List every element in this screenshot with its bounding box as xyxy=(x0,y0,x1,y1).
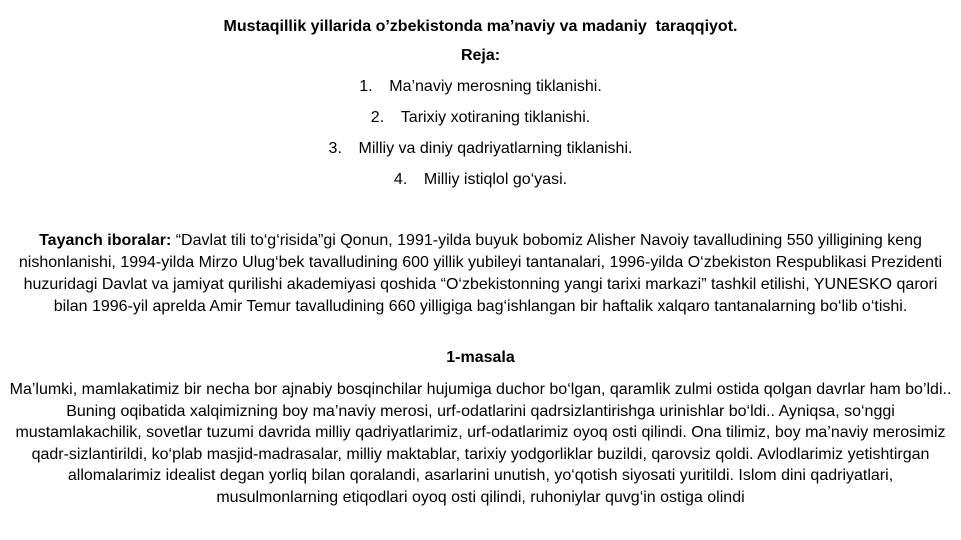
plan-item xyxy=(0,138,961,169)
plan-item-number: 4. xyxy=(393,171,408,188)
plan-heading: Reja: xyxy=(460,47,501,64)
key-terms-label: Tayanch iboralar: xyxy=(39,232,172,249)
document-title: Mustaqillik yillarida o’zbekistonda ma’naviy va madaniy taraqqiyot. xyxy=(223,18,738,35)
plan-item-text: Tarixiy xotiraning tiklanishi. xyxy=(400,109,591,126)
problem-heading: 1-masala xyxy=(446,349,515,366)
plan-item xyxy=(0,107,961,138)
plan-item-text: Ma’naviy merosning tiklanishi. xyxy=(389,78,602,95)
problem-text: Ma’lumki, mamlakatimiz bir necha bor ajnabiy bosqinchilar hujumiga duchor bo‘lgan, qaramlik zulmi ostida qolgan davrlar ham bo’ldi.. Buning oqibatida xalqimizning boy ma’naviy merosi, urf-odatlarini qadrsizlantirishga urinishlar bo‘ldi.. Ayniqsa, so‘nggi mustamlakachilik, sovetlar tuzumi davrida milliy qadriyatlarimiz, urf-odatlarimiz oyoq osti qilindi. Ona tilimiz, boy ma’naviy merosimiz qadr-sizlantirildi, ko‘plab masjid-madrasalar, milliy maktablar, tarixiy yodgorliklar buzildi, qarovsiz qoldi. Avlodlarimiz yetishtirgan allomalarimiz idealist degan yorliq bilan qoralandi, asarlarini unutish, yo‘qotish siyosati yuritildi. Islom dini qadriyatlari, musulmonlarning etiqodlari oyoq osti qilindi, ruhoniylar quvg‘in ostiga olindi xyxy=(9,381,952,506)
plan-item-number: 3. xyxy=(328,140,342,157)
plan-item-text: Milliy istiqlol go‘yasi. xyxy=(423,171,568,188)
plan-item xyxy=(0,76,961,107)
plan-item xyxy=(0,169,961,200)
plan-item-number: 1. xyxy=(359,78,373,95)
plan-list xyxy=(0,76,961,200)
key-terms-text: “Davlat tili to‘g‘risida”gi Qonun, 1991-yilda buyuk bobomiz Alisher Navoiy tavalludining 550 yilligining keng nishonlanishi, 1994-yilda Mirzo Ulug‘bek tavalludining 600 yillik yubileyi tantanalari, 1996-yilda O‘zbekiston Respublikasi Prezidenti huzuridagi Davlat va jamiyat qurilishi akademiyasi qoshida “O‘zbekistonning yangi tarixi markazi” tashkil etilishi, YUNESKO qarori bilan 1996-yil aprelda Amir Temur tavalludining 660 yilligiga bag‘ishlangan bir haftalik xalqaro tantanalarning bo‘lib o‘tishi. xyxy=(18,232,943,315)
plan-item-text: Milliy va diniy qadriyatlarning tiklanishi. xyxy=(358,140,633,157)
key-terms-paragraph xyxy=(14,230,947,318)
plan-item-number: 2. xyxy=(370,109,385,126)
